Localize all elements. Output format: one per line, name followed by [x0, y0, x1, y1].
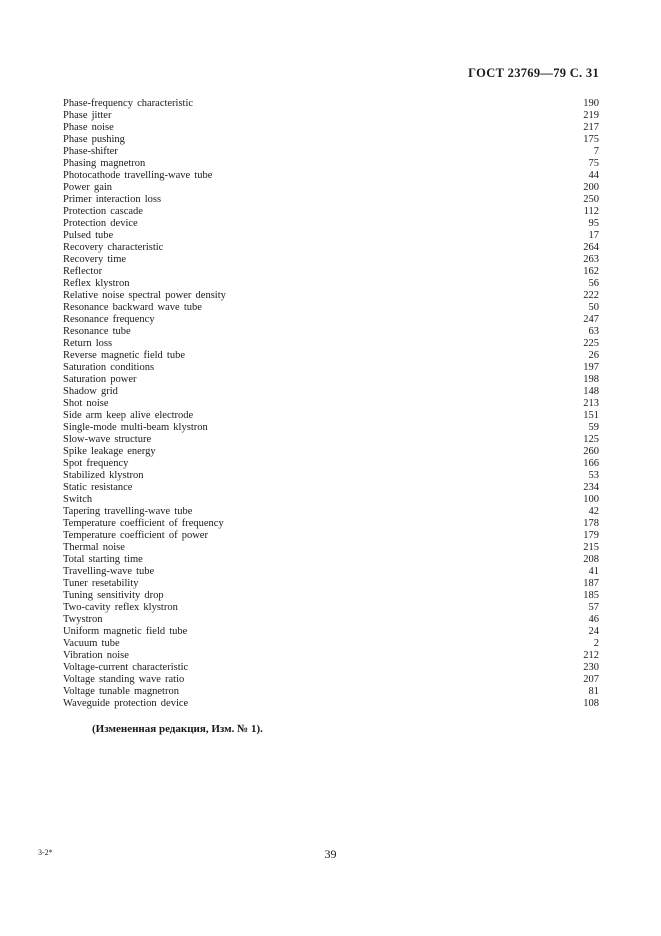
index-entry [63, 122, 599, 134]
index-term: Single-mode multi-beam klystron [63, 422, 208, 433]
index-entry [63, 374, 599, 386]
index-term: Spot frequency [63, 458, 129, 469]
index-term: Phasing magnetron [63, 158, 146, 169]
index-page-ref: 175 [583, 134, 599, 145]
revision-note: (Измененная редакция, Изм. № 1). [92, 723, 263, 735]
index-page-ref: 41 [588, 566, 599, 577]
index-term: Tuning sensitivity drop [63, 590, 164, 601]
index-entry [63, 338, 599, 350]
index-page-ref: 217 [583, 122, 599, 133]
index-page-ref: 75 [588, 158, 599, 169]
index-term: Temperature coefficient of power [63, 530, 208, 541]
index-entry [63, 206, 599, 218]
index-term: Uniform magnetic field tube [63, 626, 188, 637]
index-page-ref: 250 [583, 194, 599, 205]
index-term: Thermal noise [63, 542, 125, 553]
index-page-ref: 2 [593, 638, 599, 649]
index-page-ref: 46 [588, 614, 599, 625]
index-term: Stabilized klystron [63, 470, 144, 481]
index-entry [63, 386, 599, 398]
index-page-ref: 213 [583, 398, 599, 409]
index-term: Resonance tube [63, 326, 131, 337]
index-page-ref: 178 [583, 518, 599, 529]
index-page-ref: 264 [583, 242, 599, 253]
index-entry [63, 182, 599, 194]
index-page-ref: 81 [588, 686, 599, 697]
index-entry [63, 590, 599, 602]
index-term: Saturation conditions [63, 362, 155, 373]
index-entry [63, 614, 599, 626]
index-page-ref: 59 [588, 422, 599, 433]
index-entry [63, 326, 599, 338]
index-entry [63, 686, 599, 698]
index-term: Primer interaction loss [63, 194, 162, 205]
index-entry [63, 578, 599, 590]
index-entry [63, 650, 599, 662]
index-term: Waveguide protection device [63, 698, 189, 709]
index-page-ref: 44 [588, 170, 599, 181]
index-page-ref: 162 [583, 266, 599, 277]
index-entry [63, 302, 599, 314]
index-entry [63, 398, 599, 410]
index-entry [63, 662, 599, 674]
index-entry [63, 638, 599, 650]
index-page-ref: 57 [588, 602, 599, 613]
index-page-ref: 187 [583, 578, 599, 589]
index-page-ref: 24 [588, 626, 599, 637]
index-entry [63, 218, 599, 230]
index-entry [63, 146, 599, 158]
index-page-ref: 108 [583, 698, 599, 709]
index-page-ref: 125 [583, 434, 599, 445]
index-term: Resonance frequency [63, 314, 155, 325]
index-term: Shadow grid [63, 386, 118, 397]
index-term: Return loss [63, 338, 113, 349]
index-term: Travelling-wave tube [63, 566, 155, 577]
index-term: Tapering travelling-wave tube [63, 506, 193, 517]
index-term: Voltage-current characteristic [63, 662, 189, 673]
index-entry [63, 266, 599, 278]
index-entry [63, 626, 599, 638]
index-term: Voltage standing wave ratio [63, 674, 185, 685]
index-term: Resonance backward wave tube [63, 302, 202, 313]
index-entry [63, 158, 599, 170]
index-entry [63, 422, 599, 434]
index-page-ref: 198 [583, 374, 599, 385]
index-page-ref: 50 [588, 302, 599, 313]
index-page-ref: 112 [583, 206, 599, 217]
index-entry [63, 458, 599, 470]
index-page-ref: 190 [583, 98, 599, 109]
index-entry [63, 350, 599, 362]
index-page-ref: 7 [593, 146, 599, 157]
index-page-ref: 260 [583, 446, 599, 457]
index-entry [63, 554, 599, 566]
page-header: ГОСТ 23769—79 С. 31 [468, 66, 599, 80]
index-entry [63, 446, 599, 458]
index-term: Two-cavity reflex klystron [63, 602, 178, 613]
index-term: Phase pushing [63, 134, 125, 145]
index-entry [63, 542, 599, 554]
index-entry [63, 254, 599, 266]
index-entry [63, 602, 599, 614]
index-term: Temperature coefficient of frequency [63, 518, 224, 529]
index-term: Recovery characteristic [63, 242, 164, 253]
index-entry [63, 314, 599, 326]
index-page-ref: 230 [583, 662, 599, 673]
index-term: Total starting time [63, 554, 143, 565]
index-entry [63, 470, 599, 482]
index-term: Vacuum tube [63, 638, 120, 649]
index-entry [63, 566, 599, 578]
index-page-ref: 166 [583, 458, 599, 469]
index-term: Phase-frequency characteristic [63, 98, 194, 109]
index-term: Protection cascade [63, 206, 143, 217]
index-entry [63, 674, 599, 686]
index-term: Switch [63, 494, 93, 505]
index-page-ref: 179 [583, 530, 599, 541]
index-entry [63, 170, 599, 182]
index-page-ref: 56 [588, 278, 599, 289]
index-term: Voltage tunable magnetron [63, 686, 179, 697]
index-term: Relative noise spectral power density [63, 290, 226, 301]
index-page-ref: 148 [583, 386, 599, 397]
index-term: Slow-wave structure [63, 434, 152, 445]
index-entry [63, 362, 599, 374]
index-entry [63, 518, 599, 530]
index-term: Vibration noise [63, 650, 129, 661]
index-entry [63, 98, 599, 110]
index-page-ref: 26 [588, 350, 599, 361]
index-term: Reflector [63, 266, 103, 277]
index-page-ref: 247 [583, 314, 599, 325]
index-page-ref: 207 [583, 674, 599, 685]
index-entry [63, 506, 599, 518]
print-signature: 3-2* [38, 848, 53, 857]
index-page-ref: 225 [583, 338, 599, 349]
index-term: Protection device [63, 218, 138, 229]
index-term: Twystron [63, 614, 103, 625]
index-term: Reflex klystron [63, 278, 130, 289]
index-page-ref: 17 [588, 230, 599, 241]
index-term: Recovery time [63, 254, 127, 265]
index-term: Tuner resetability [63, 578, 139, 589]
index-term: Photocathode travelling-wave tube [63, 170, 213, 181]
index-page-ref: 219 [583, 110, 599, 121]
term-index-list [63, 98, 599, 710]
index-page-ref: 95 [588, 218, 599, 229]
index-entry [63, 530, 599, 542]
index-term: Side arm keep alive electrode [63, 410, 194, 421]
index-entry [63, 434, 599, 446]
index-page-ref: 222 [583, 290, 599, 301]
index-page-ref: 200 [583, 182, 599, 193]
index-page-ref: 63 [588, 326, 599, 337]
index-term: Phase jitter [63, 110, 112, 121]
index-entry [63, 134, 599, 146]
index-term: Pulsed tube [63, 230, 114, 241]
index-page-ref: 100 [583, 494, 599, 505]
index-page-ref: 263 [583, 254, 599, 265]
index-term: Saturation power [63, 374, 137, 385]
index-entry [63, 410, 599, 422]
index-term: Static resistance [63, 482, 133, 493]
page-number: 39 [324, 847, 337, 861]
index-term: Reverse magnetic field tube [63, 350, 185, 361]
index-page-ref: 215 [583, 542, 599, 553]
index-entry [63, 494, 599, 506]
index-entry [63, 482, 599, 494]
index-entry [63, 110, 599, 122]
index-page-ref: 212 [583, 650, 599, 661]
index-page-ref: 151 [583, 410, 599, 421]
index-page-ref: 197 [583, 362, 599, 373]
index-entry [63, 290, 599, 302]
index-page-ref: 53 [588, 470, 599, 481]
index-page-ref: 208 [583, 554, 599, 565]
index-term: Power gain [63, 182, 113, 193]
index-entry [63, 242, 599, 254]
index-entry [63, 194, 599, 206]
index-page-ref: 234 [583, 482, 599, 493]
index-page-ref: 185 [583, 590, 599, 601]
index-term: Spike leakage energy [63, 446, 156, 457]
index-entry [63, 230, 599, 242]
index-entry [63, 278, 599, 290]
index-page-ref: 42 [588, 506, 599, 517]
index-term: Shot noise [63, 398, 109, 409]
index-term: Phase-shifter [63, 146, 118, 157]
index-entry [63, 698, 599, 710]
index-term: Phase noise [63, 122, 114, 133]
